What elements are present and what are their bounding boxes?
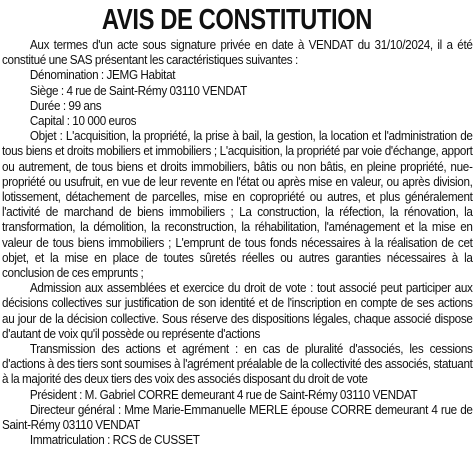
siege-line: Siège : 4 rue de Saint-Rémy 03110 VENDAT — [29, 83, 247, 98]
immatriculation-line: Immatriculation : RCS de CUSSET — [29, 433, 200, 448]
president-paragraph: Président : M. Gabriel CORRE demeurant 4 rue de Saint-Rémy 03110 VENDAT — [29, 387, 418, 402]
duree-line: Durée : 99 ans — [29, 98, 102, 113]
transmission-paragraph: Transmission des actions et agrément : en cas de pluralité d'associés, les cessions d'actions à des tiers sont soumises à l'agrément préalable de la collectivité des associés, statuant à la majorité des deux tiers des voix des associés disposant du droit de vote — [2, 342, 473, 387]
admission-paragraph: Admission aux assemblées et exercice du droit de vote : tout associé peut participer aux décisions collectives sur justification de son identité et de l'inscription en compte de ses actions au jour de la décision collective. Sous réserve des dispositions légales, chaque associé dispose d'autant de voix qu'il possède ou représente d'actions — [2, 281, 473, 341]
denomination-line: Dénomination : JEMG Habitat — [29, 68, 176, 83]
directeur-paragraph: Directeur général : Mme Marie-Emmanuelle MERLE épouse CORRE demeurant 4 rue de Saint-Rémy 03110 VENDAT — [2, 402, 473, 433]
notice-title: AVIS DE CONSTITUTION — [101, 4, 373, 36]
notice-body — [2, 38, 473, 448]
capital-line: Capital : 10 000 euros — [29, 114, 137, 129]
objet-paragraph: Objet : L'acquisition, la propriété, la prise à bail, la gestion, la location et l'administration de tous biens et droits mobiliers et immobiliers ; L'acquisition, la propriété par voie d'échange, apport ou autrement, de tous biens et droits immobiliers, bâtis ou non bâtis, en pleine propriété, nue-propriété ou usufruit, en vue de leur revente en l'état ou après mise en valeur, ou après division, lotissement, détachement de parcelles, mise en copropriété ou autres, et plus généralement l'activité de marchand de biens immobiliers ; La construction, la réfection, la rénovation, la transformation, la démolition, la reconstruction, la réhabilitation, l'aménagement et la mise en valeur de tous biens immobiliers ; L'emprunt de tous fonds nécessaires à la réalisation de cet objet, et la mise en place de toutes sûretés réelles ou autres garanties nécessaires à la conclusion de ces emprunts ; — [2, 129, 473, 281]
intro-paragraph: Aux termes d'un acte sous signature privée en date à VENDAT du 31/10/2024, il a été constitué une SAS présentant les caractéristiques suivantes : — [2, 38, 473, 68]
